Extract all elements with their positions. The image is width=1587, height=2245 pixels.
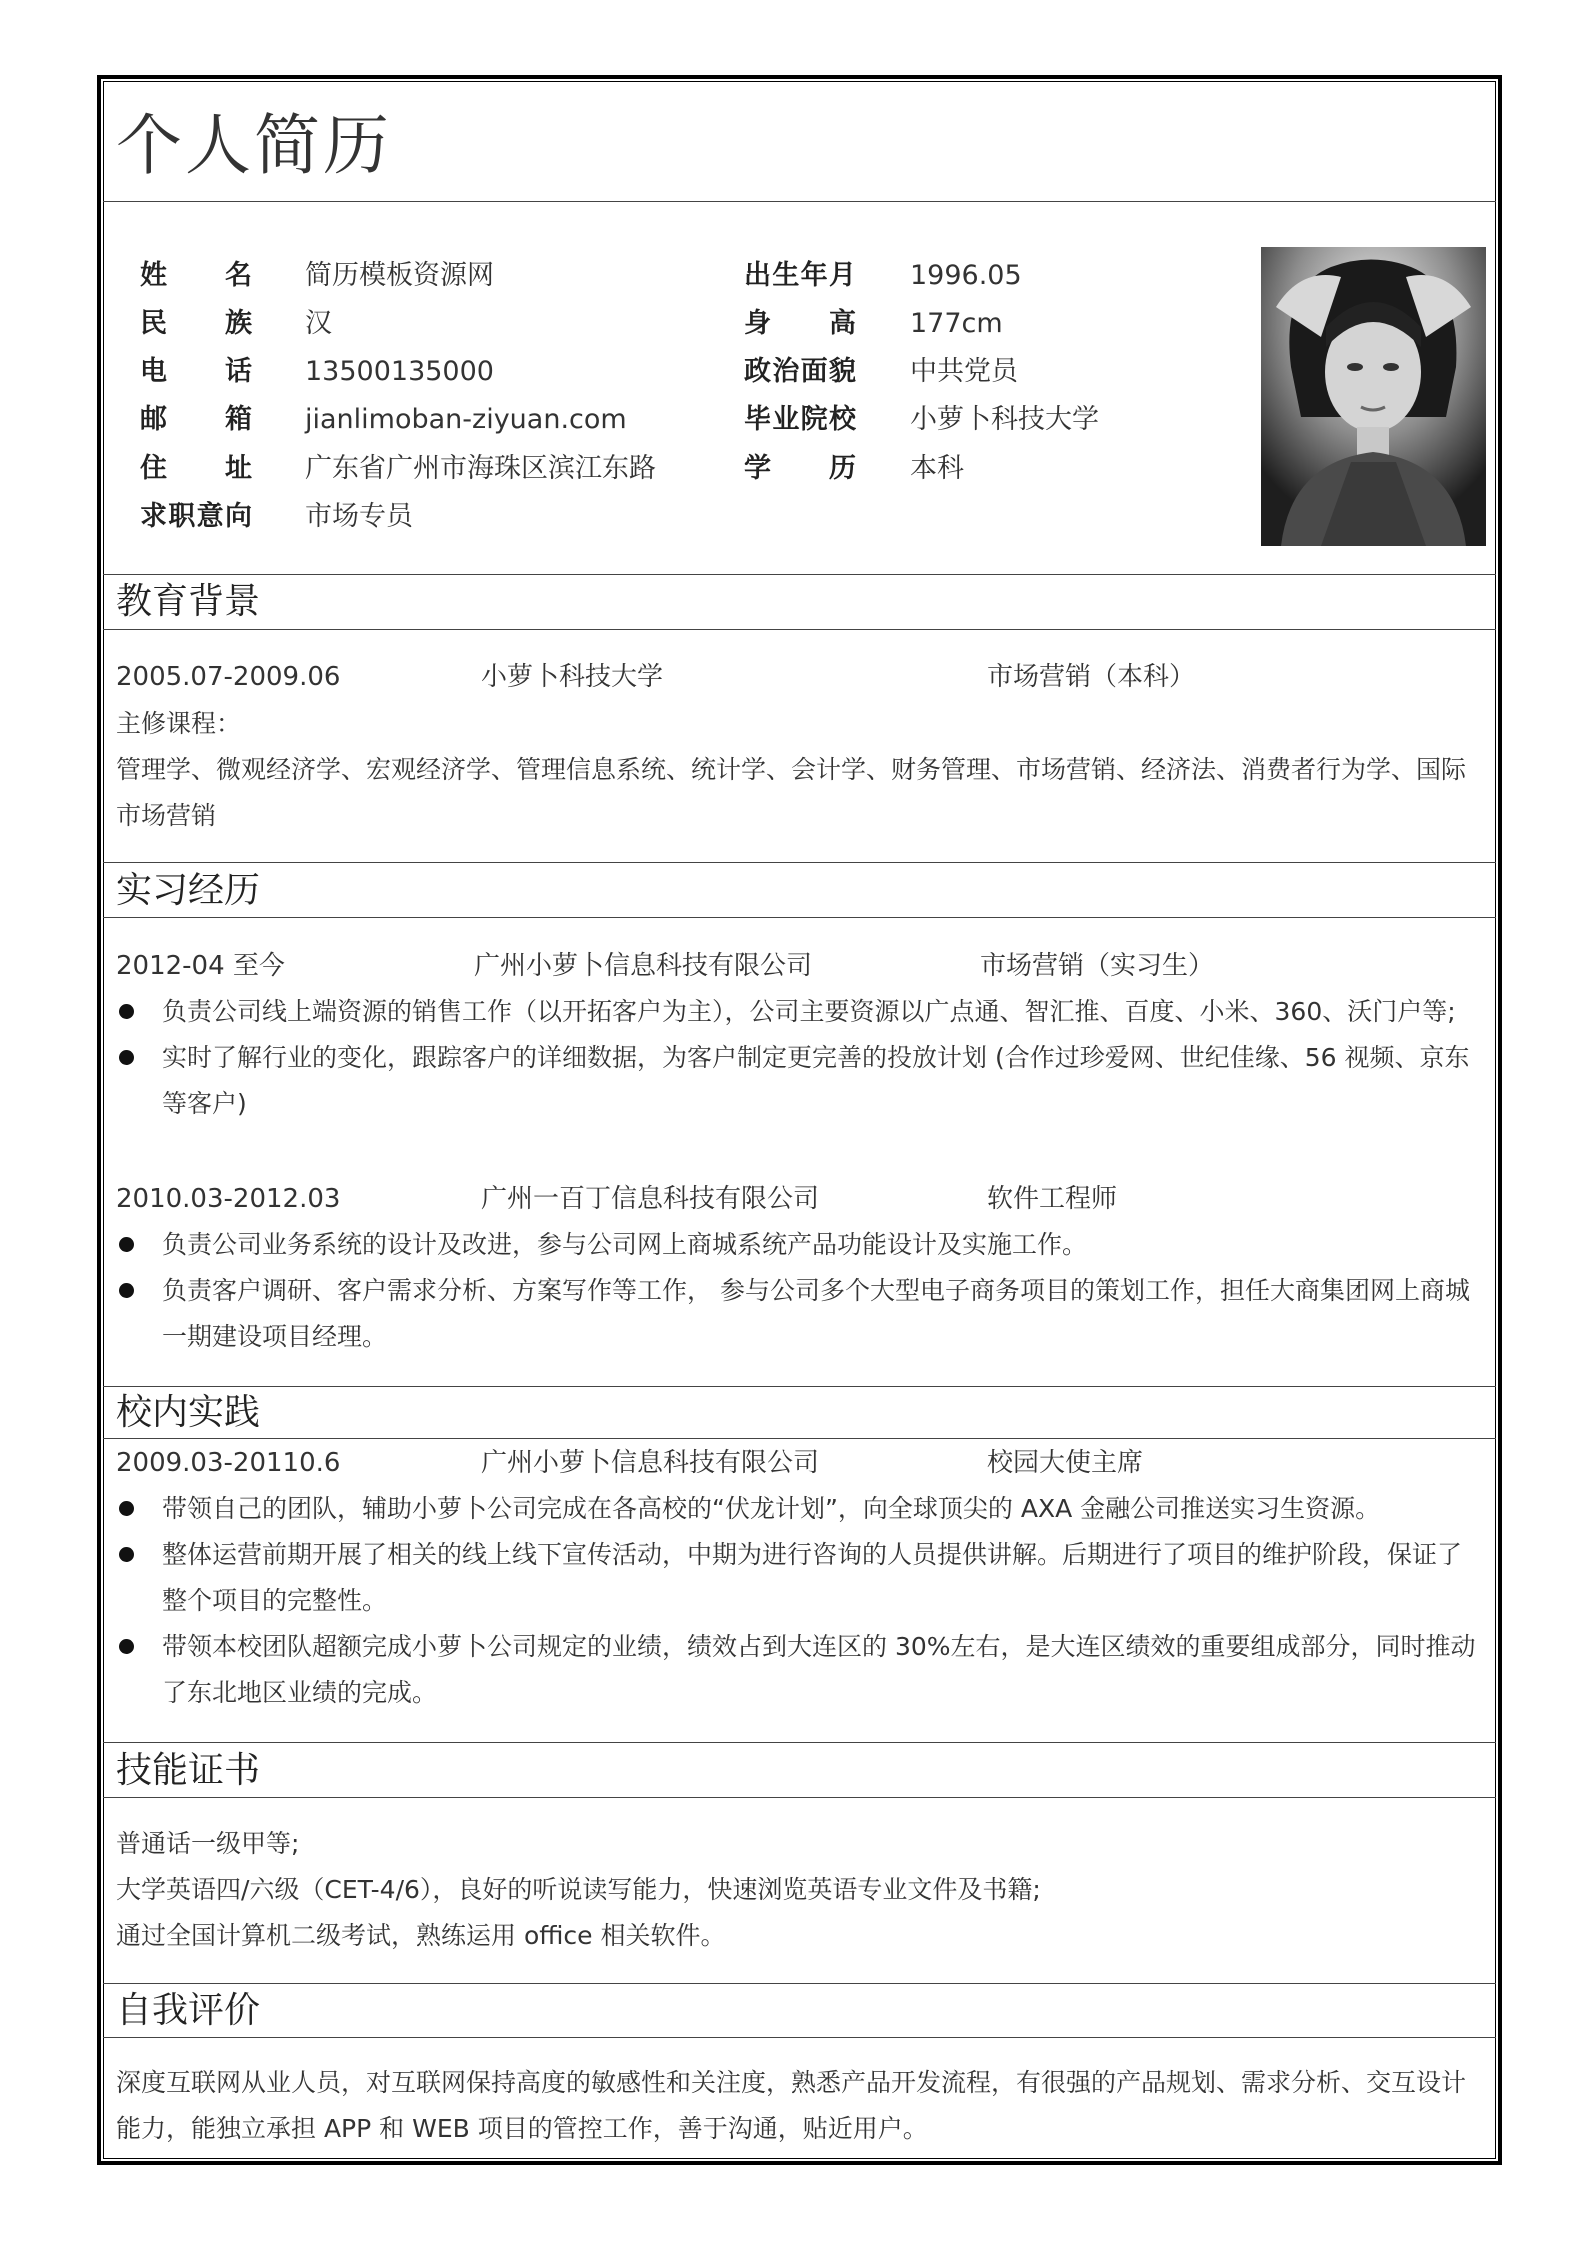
page-title: 个人简历 bbox=[116, 107, 392, 184]
info-value-birth: 1996.05 bbox=[910, 260, 1022, 291]
list-item: 带领自己的团队，辅助小萝卜公司完成在各高校的“伏龙计划”，向全球顶尖的 AXA 金融公司推送实习生资源。 bbox=[116, 1486, 1486, 1532]
skill-line: 通过全国计算机二级考试，熟练运用 office 相关软件。 bbox=[116, 1921, 726, 1950]
bullet-icon bbox=[119, 1639, 134, 1654]
bullet-icon bbox=[119, 1050, 134, 1065]
job-role: 市场营销（实习生） bbox=[980, 951, 1215, 981]
divider bbox=[103, 1983, 1496, 1984]
skill-line: 大学英语四/六级（CET-4/6），良好的听说读写能力，快速浏览英语专业文件及书籍; bbox=[116, 1875, 1041, 1904]
self-eval-text: 深度互联网从业人员，对互联网保持高度的敏感性和关注度，熟悉产品开发流程，有很强的产品规划、需求分析、交互设计能力，能独立承担 APP 和 WEB 项目的管控工作，善于沟通，贴近用户。 bbox=[116, 2068, 1467, 2143]
list-item: 负责公司业务系统的设计及改进，参与公司网上商城系统产品功能设计及实施工作。 bbox=[116, 1222, 1486, 1268]
section-title-internship: 实习经历 bbox=[116, 870, 261, 911]
divider bbox=[103, 862, 1496, 863]
info-label-address: 住址 bbox=[140, 453, 252, 484]
list-item: 整体运营前期开展了相关的线上线下宣传活动，中期为进行咨询的人员提供讲解。后期进行了项目的维护阶段，保证了整个项目的完整性。 bbox=[116, 1532, 1486, 1624]
info-value-ethnicity: 汉 bbox=[305, 308, 332, 339]
campus-bullet-list bbox=[116, 1486, 1486, 1716]
job-bullet-list bbox=[116, 989, 1486, 1127]
education-courses-label: 主修课程： bbox=[116, 709, 242, 738]
info-label-ethnicity: 民族 bbox=[140, 308, 252, 339]
info-label-objective: 求职意向 bbox=[140, 501, 252, 532]
info-value-height: 177cm bbox=[910, 308, 1003, 339]
list-item: 负责客户调研、客户需求分析、方案写作等工作， 参与公司多个大型电子商务项目的策划工作，担任大商集团网上商城一期建设项目经理。 bbox=[116, 1268, 1486, 1360]
campus-role: 校园大使主席 bbox=[987, 1448, 1144, 1478]
job-company: 广州一百丁信息科技有限公司 bbox=[481, 1184, 820, 1214]
bullet-icon bbox=[119, 1283, 134, 1298]
info-label-height: 身高 bbox=[744, 308, 856, 339]
info-label-phone: 电话 bbox=[140, 356, 252, 387]
divider bbox=[103, 201, 1496, 202]
info-value-political: 中共党员 bbox=[910, 356, 1018, 387]
bullet-icon bbox=[119, 1501, 134, 1516]
portrait-illustration bbox=[1261, 247, 1486, 546]
info-value-name: 简历模板资源网 bbox=[305, 260, 494, 291]
bullet-icon bbox=[119, 1004, 134, 1019]
section-title-education: 教育背景 bbox=[116, 581, 261, 622]
info-label-degree: 学历 bbox=[744, 453, 856, 484]
info-value-email: jianlimoban-ziyuan.com bbox=[305, 404, 627, 435]
info-label-school: 毕业院校 bbox=[744, 404, 856, 435]
list-item: 带领本校团队超额完成小萝卜公司规定的业绩，绩效占到大连区的 30%左右，是大连区绩效的重要组成部分，同时推动了东北地区业绩的完成。 bbox=[116, 1624, 1486, 1716]
education-school: 小萝卜科技大学 bbox=[481, 662, 664, 692]
skill-line: 普通话一级甲等; bbox=[116, 1829, 300, 1858]
campus-period: 2009.03-20110.6 bbox=[116, 1448, 341, 1478]
info-value-degree: 本科 bbox=[910, 453, 964, 484]
info-label-birth: 出生年月 bbox=[744, 260, 856, 291]
divider bbox=[103, 917, 1496, 918]
job-bullet-list bbox=[116, 1222, 1486, 1360]
divider bbox=[103, 1386, 1496, 1387]
campus-company: 广州小萝卜信息科技有限公司 bbox=[481, 1448, 820, 1478]
section-title-skills: 技能证书 bbox=[116, 1750, 261, 1791]
info-value-objective: 市场专员 bbox=[305, 501, 413, 532]
bullet-icon bbox=[119, 1547, 134, 1562]
info-label-name: 姓名 bbox=[140, 260, 252, 291]
job-period: 2012-04 至今 bbox=[116, 951, 285, 981]
divider bbox=[103, 1438, 1496, 1439]
section-title-campus: 校内实践 bbox=[116, 1392, 261, 1433]
bullet-icon bbox=[119, 1237, 134, 1252]
info-label-email: 邮箱 bbox=[140, 404, 252, 435]
education-period: 2005.07-2009.06 bbox=[116, 662, 341, 692]
education-major: 市场营销（本科） bbox=[987, 662, 1196, 692]
profile-photo bbox=[1261, 247, 1486, 546]
job-role: 软件工程师 bbox=[987, 1184, 1118, 1214]
list-item: 实时了解行业的变化，跟踪客户的详细数据，为客户制定更完善的投放计划 (合作过珍爱网、世纪佳缘、56 视频、京东等客户) bbox=[116, 1035, 1486, 1127]
job-company: 广州小萝卜信息科技有限公司 bbox=[474, 951, 813, 981]
divider bbox=[103, 1742, 1496, 1743]
education-courses: 管理学、微观经济学、宏观经济学、管理信息系统、统计学、会计学、财务管理、市场营销、经济法、消费者行为学、国际市场营销 bbox=[116, 755, 1467, 830]
divider bbox=[103, 1797, 1496, 1798]
divider bbox=[103, 2037, 1496, 2038]
list-item: 负责公司线上端资源的销售工作（以开拓客户为主），公司主要资源以广点通、智汇推、百度、小米、360、沃门户等; bbox=[116, 989, 1486, 1035]
info-value-phone: 13500135000 bbox=[305, 356, 494, 387]
info-label-political: 政治面貌 bbox=[744, 356, 856, 387]
divider bbox=[103, 629, 1496, 630]
job-period: 2010.03-2012.03 bbox=[116, 1184, 341, 1214]
section-title-self-eval: 自我评价 bbox=[116, 1990, 261, 2031]
info-value-address: 广东省广州市海珠区滨江东路 bbox=[305, 453, 656, 484]
divider bbox=[103, 574, 1496, 575]
info-value-school: 小萝卜科技大学 bbox=[910, 404, 1099, 435]
